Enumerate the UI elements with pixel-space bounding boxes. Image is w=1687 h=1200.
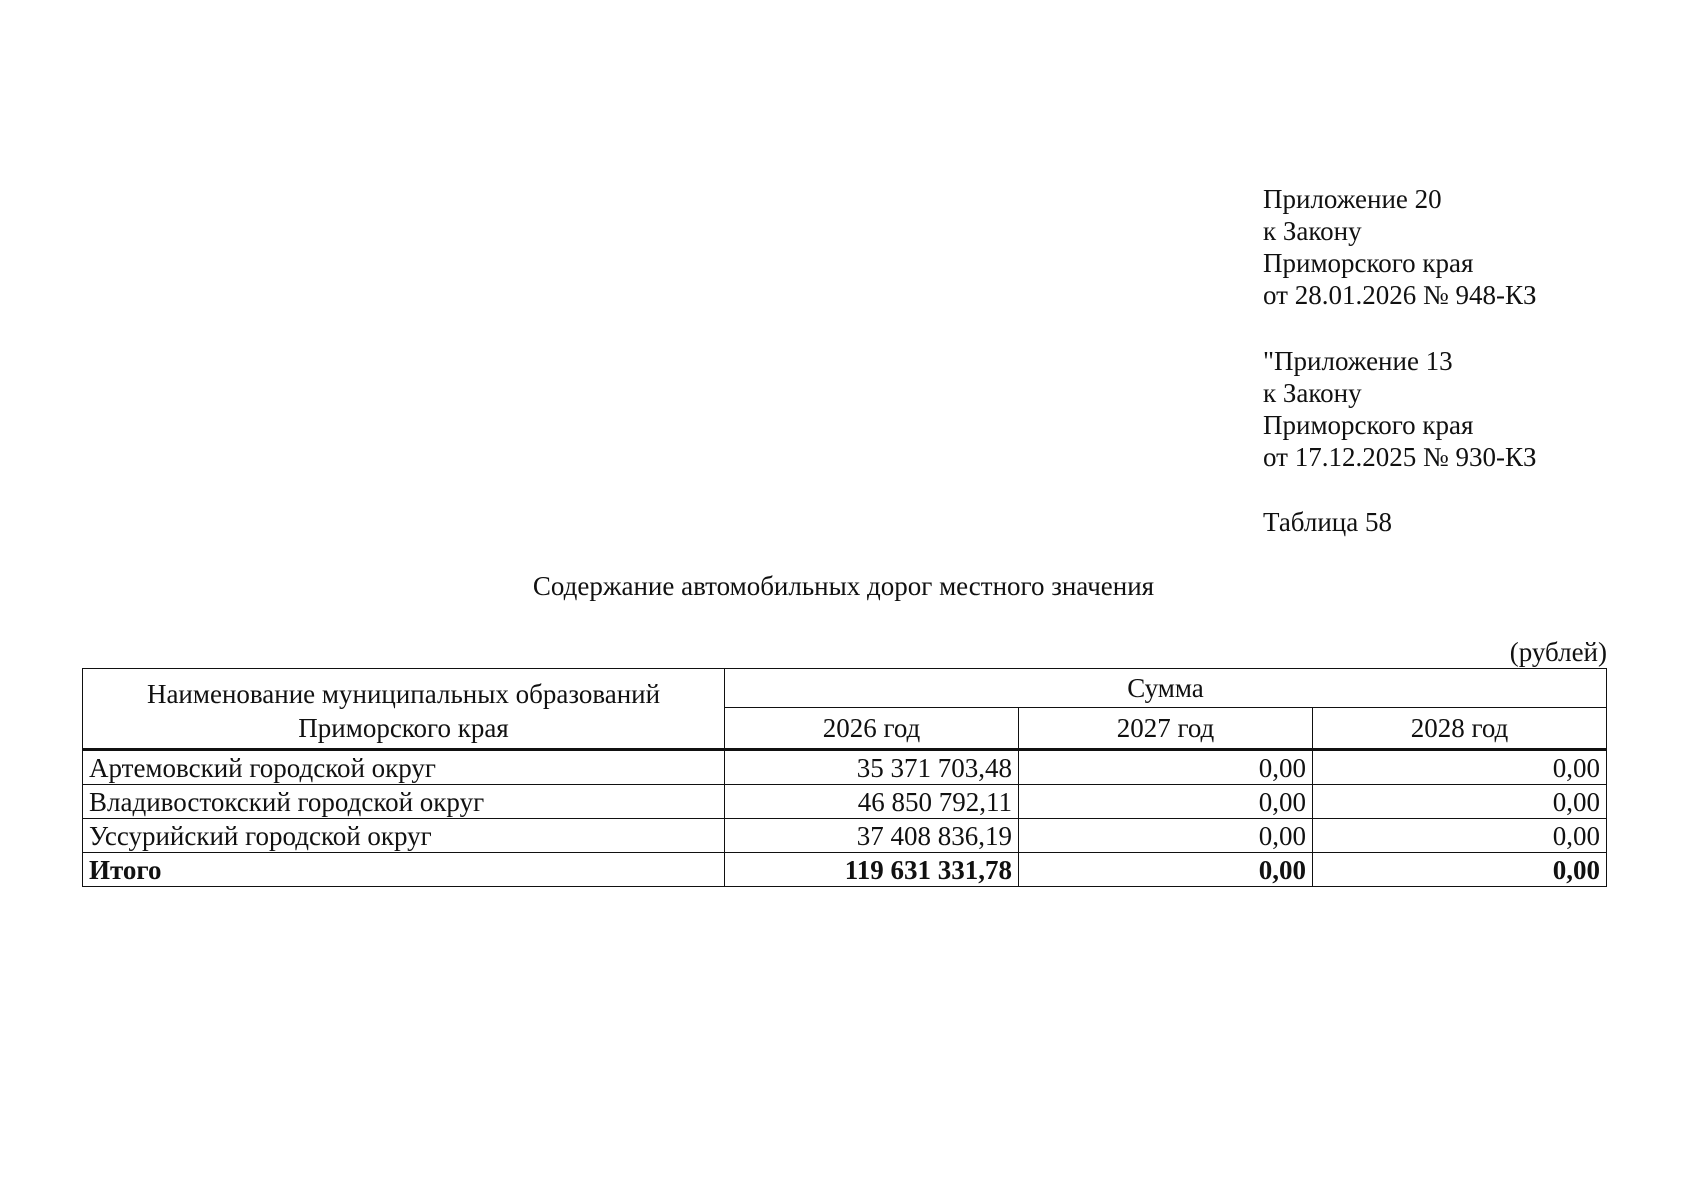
amount-cell: 0,00 [1313,819,1607,853]
total-amount-cell: 119 631 331,78 [725,853,1019,887]
municipality-name: Артемовский городской округ [83,750,725,785]
table-row [83,785,1607,819]
annex-number: Приложение 20 [1263,184,1442,214]
amount-cell: 0,00 [1313,750,1607,785]
table-row [83,819,1607,853]
total-label: Итого [83,853,725,887]
amount-cell: 0,00 [1019,785,1313,819]
column-header-year: 2028 год [1313,708,1607,750]
annex-law-date: от 17.12.2025 № 930-КЗ [1263,442,1537,472]
column-header-year: 2027 год [1019,708,1313,750]
units-label: (рублей) [1509,637,1607,667]
annex-region: Приморского края [1263,410,1474,440]
annex-law-date: от 28.01.2026 № 948-КЗ [1263,280,1537,310]
amount-cell: 0,00 [1019,750,1313,785]
column-header-municipality [83,669,725,750]
annex-number: "Приложение 13 [1263,346,1453,376]
amount-cell: 46 850 792,11 [725,785,1019,819]
column-header-sum: Сумма [725,669,1607,708]
annex-region: Приморского края [1263,248,1474,278]
column-header-municipality-line1: Наименование муниципальных образований [146,679,661,709]
municipality-name: Владивостокский городской округ [83,785,725,819]
annex-law-label: к Закону [1263,378,1362,408]
municipality-name: Уссурийский городской округ [83,819,725,853]
column-header-municipality-line2: Приморского края [298,713,509,743]
funding-table [82,668,1607,887]
total-row [83,853,1607,887]
annex-reference-original [1263,345,1536,473]
table-number: Таблица 58 [1263,507,1392,537]
amount-cell: 37 408 836,19 [725,819,1019,853]
amount-cell: 0,00 [1019,819,1313,853]
amount-cell: 35 371 703,48 [725,750,1019,785]
annex-law-label: к Закону [1263,216,1362,246]
column-header-year: 2026 год [725,708,1019,750]
amount-cell: 0,00 [1313,785,1607,819]
annex-reference-current [1263,183,1536,311]
table-row [83,750,1607,785]
total-amount-cell: 0,00 [1313,853,1607,887]
total-amount-cell: 0,00 [1019,853,1313,887]
document-title: Содержание автомобильных дорог местного значения [532,571,1155,601]
